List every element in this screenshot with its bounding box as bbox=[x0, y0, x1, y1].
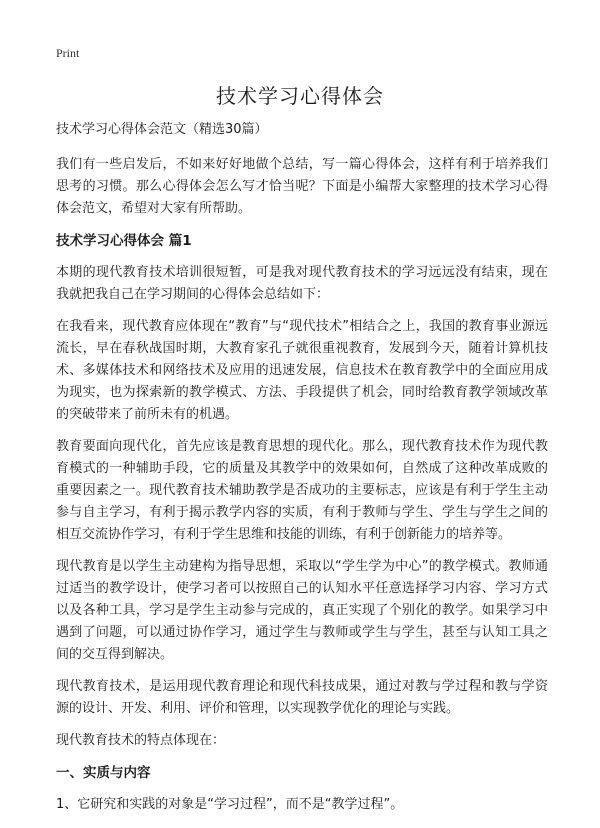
paragraph: 现代教育是以学生主动建构为指导思想，采取以“学生学为中心”的教学模式。教师通过适当的教学设计，使学习者可以按照自己的认知水平任意选择学习内容、学习方式以及各种工具，学习是学生主动参与完成的，真正实现了个别化的教学。如果学习中遇到了问题，可以通过协作学习，通过学生与教师或学生与学生，甚至与认知工具之间的交互得到解决。 bbox=[56, 559, 548, 662]
paragraph: 现代教育技术的特点体现在： bbox=[56, 733, 226, 748]
section-heading: 技术学习心得体会 篇1 bbox=[56, 233, 192, 249]
paragraph: 本期的现代教育技术培训很短暂，可是我对现代教育技术的学习远远没有结束，现在我就把我自己在学习期间的心得体会总结如下： bbox=[56, 265, 548, 302]
paragraph: 现代教育技术，是运用现代教育理论和现代科技成果，通过对教与学过程和教与学资源的设计、开发、利用、评价和管理，以实现教学优化的理论与实践。 bbox=[56, 679, 548, 716]
paragraph: 教育要面向现代化，首先应该是教育思想的现代化。那么，现代教育技术作为现代教育模式的一种辅助手段，它的质量及其教学中的效果如何，自然成了这种改革成败的重要因素之一。现代教育技术辅助教学是否成功的主要标志，应该是有利于学生主动参与自主学习，有利于揭示教学内容的实质，有利于教师与学生、学生与学生之间的相互交流协作学习，有利于学生思维和技能的训练，有利于创新能力的培养等。 bbox=[56, 439, 548, 542]
print-link[interactable]: Print bbox=[56, 46, 80, 60]
document-subtitle: 技术学习心得体会范文（精选30篇） bbox=[56, 122, 268, 137]
page-title: 技术学习心得体会 bbox=[216, 84, 384, 108]
document-body bbox=[56, 120, 548, 816]
subsection-heading: 一、实质与内容 bbox=[56, 765, 151, 781]
paragraph: 在我看来，现代教育应体现在“教育”与“现代技术”相结合之上，我国的教育事业源远流长，早在春秋战国时期，大教育家孔子就很重视教育，发展到今天，随着计算机技术、多媒体技术和网络技术及应用的迅速发展，信息技术在教育教学中的全面应用成为现实，也为探索新的教学模式、方法、手段提供了机会，同时给教育教学领域改革的突破带来了前所未有的机遇。 bbox=[56, 319, 548, 422]
list-item: 1、它研究和实践的对象是“学习过程”，而不是“教学过程”。 bbox=[56, 797, 404, 812]
intro-paragraph: 我们有一些启发后，不如来好好地做个总结，写一篇心得体会，这样有利于培养我们思考的习惯。那么心得体会怎么写才恰当呢？下面是小编帮大家整理的技术学习心得体会范文，希望对大家有所帮助。 bbox=[56, 157, 548, 216]
